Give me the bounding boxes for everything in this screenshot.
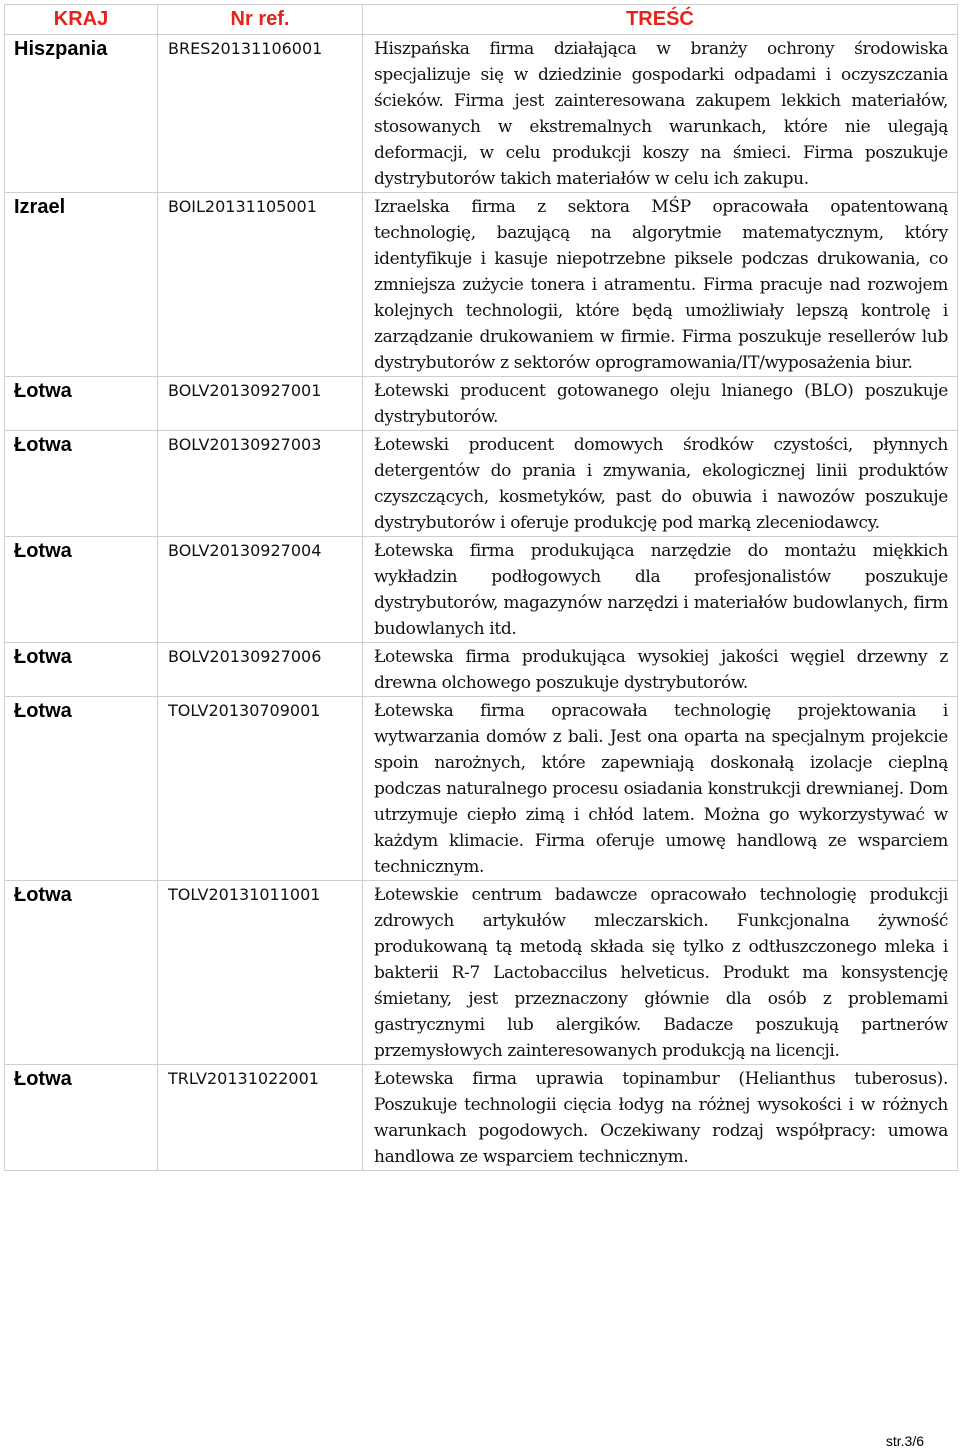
header-country: KRAJ [5, 5, 158, 35]
header-content: TREŚĆ [363, 5, 958, 35]
cell-ref: BOLV20130927004 [158, 537, 363, 643]
cell-country: Łotwa [5, 643, 158, 697]
cell-content: Łotewskie centrum badawcze opracowało technologię produkcji zdrowych artykułów mleczarskich. Funkcjonalna żywność produkowaną tą metodą składa się tylko z odtłuszczonego mleka i bakterii R-7 Lactobaccilus helveticus. Produkt ma konsystencję śmietany, jest przeznaczony głównie dla osób z problemami gastrycznymi lub alergików. Badacze poszukują partnerów przemysłowych zainteresowanych produkcją na licencji. [363, 881, 958, 1065]
table-row [5, 697, 958, 881]
cell-content: Izraelska firma z sektora MŚP opracowała opatentowaną technologię, bazującą na algorytmie matematycznym, który identyfikuje i kasuje niepotrzebne piksele podczas drukowania, co zmniejsza zużycie tonera i atramentu. Firma pracuje nad rozwojem kolejnych technologii, które będą umożliwiały lepszą kontrolę i zarządzanie drukowaniem w firmie. Firma poszukuje resellerów lub dystrybutorów z sektorów oprogramowania/IT/wyposażenia biur. [363, 193, 958, 377]
table-row [5, 193, 958, 377]
cell-ref: BRES20131106001 [158, 35, 363, 193]
table-row [5, 881, 958, 1065]
table-row [5, 1065, 958, 1171]
cell-content: Łotewska firma opracowała technologię projektowania i wytwarzania domów z bali. Jest ona oparta na specjalnym projekcie spoin narożnych, które zapewniają doskonałą izolacje cieplną podczas naturalnego procesu osiadania konstrukcji drewnianej. Dom utrzymuje ciepło zimą i chłód latem. Można go wykorzystywać w każdym klimacie. Firma oferuje umowę handlową ze wsparciem technicznym. [363, 697, 958, 881]
cell-ref: BOLV20130927006 [158, 643, 363, 697]
cell-country: Łotwa [5, 377, 158, 431]
header-ref: Nr ref. [158, 5, 363, 35]
table-row [5, 431, 958, 537]
table-row [5, 537, 958, 643]
table-header-row [5, 5, 958, 35]
cell-content: Łotewska firma produkująca wysokiej jakości węgiel drzewny z drewna olchowego poszukuje dystrybutorów. [363, 643, 958, 697]
offers-table [4, 4, 958, 1171]
cell-ref: BOLV20130927003 [158, 431, 363, 537]
cell-country: Łotwa [5, 431, 158, 537]
cell-content: Hiszpańska firma działająca w branży ochrony środowiska specjalizuje się w dziedzinie gospodarki odpadami i oczyszczania ścieków. Firma jest zainteresowana zakupem lekkich materiałów, stosowanych w ekstremalnych warunkach, które nie ulegają deformacji, w celu produkcji koszy na śmieci. Firma poszukuje dystrybutorów takich materiałów w celu ich zakupu. [363, 35, 958, 193]
cell-country: Izrael [5, 193, 158, 377]
cell-content: Łotewski producent gotowanego oleju lnianego (BLO) poszukuje dystrybutorów. [363, 377, 958, 431]
cell-ref: TOLV20131011001 [158, 881, 363, 1065]
cell-ref: BOLV20130927001 [158, 377, 363, 431]
table-row [5, 35, 958, 193]
cell-content: Łotewska firma produkująca narzędzie do montażu miękkich wykładzin podłogowych dla profesjonalistów poszukuje dystrybutorów, magazynów narzędzi i materiałów budowlanych, firm budowlanych itd. [363, 537, 958, 643]
cell-country: Łotwa [5, 1065, 158, 1171]
cell-country: Hiszpania [5, 35, 158, 193]
document-page [4, 4, 957, 1171]
cell-country: Łotwa [5, 537, 158, 643]
cell-ref: BOIL20131105001 [158, 193, 363, 377]
table-row [5, 377, 958, 431]
cell-ref: TOLV20130709001 [158, 697, 363, 881]
cell-ref: TRLV20131022001 [158, 1065, 363, 1171]
table-row [5, 643, 958, 697]
cell-content: Łotewski producent domowych środków czystości, płynnych detergentów do prania i zmywania, ekologicznej linii produktów czyszczących, kosmetyków, past do obuwia i nawozów poszukuje dystrybutorów i oferuje produkcję pod marką zleceniodawcy. [363, 431, 958, 537]
cell-country: Łotwa [5, 881, 158, 1065]
cell-content: Łotewska firma uprawia topinambur (Helianthus tuberosus). Poszukuje technologii cięcia łodyg na różnej wysokości i w różnych warunkach pogodowych. Oczekiwany rodzaj współpracy: umowa handlowa ze wsparciem technicznym. [363, 1065, 958, 1171]
page-number: str.3/6 [885, 1433, 924, 1449]
cell-country: Łotwa [5, 697, 158, 881]
